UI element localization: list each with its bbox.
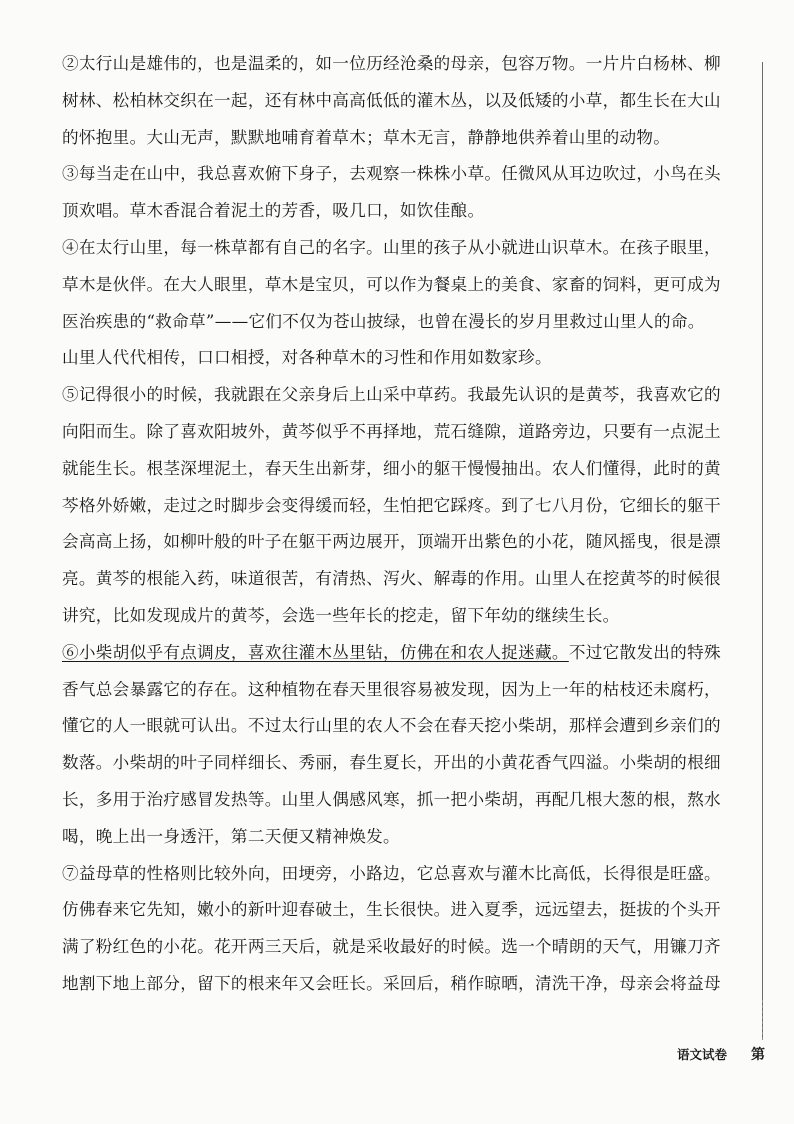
footer-page-label: 第 [751, 1047, 765, 1063]
text-line: ⑦益母草的性格则比较外向，田埂旁，小路边，它总喜欢与灌木比高低，长得很是旺盛。 [62, 863, 721, 883]
text-line: 喝，晚上出一身透汗，第二天便又精神焕发。 [62, 826, 400, 846]
text-line: 芩格外娇嫩，走过之时脚步会变得缓而轻，生怕把它踩疼。到了七八月份，它细长的躯干 [62, 495, 721, 515]
margin-rule [762, 62, 763, 1037]
text-line: 地割下地上部分，留下的根来年又会旺长。采回后，稍作晾晒，清洗干净，母亲会将益母 [62, 973, 721, 993]
margin-rule-dashed [762, 1000, 764, 1040]
text-line: 仿佛春来它先知，嫩小的新叶迎春破土，生长很快。进入夏季，远远望去，挺拔的个头开 [62, 900, 721, 920]
footer-subject: 语文试卷 [677, 1047, 728, 1062]
text-line: 懂它的人一眼就可认出。不过太行山里的农人不会在春天挖小柴胡，那样会遭到乡亲们的 [62, 716, 721, 736]
text-line: 山里人代代相传，口口相授，对各种草木的习性和作用如数家珍。 [62, 348, 552, 368]
text-line: 医治疾患的“救命草”——它们不仅为苍山披绿，也曾在漫长的岁月里救过山里人的命。 [62, 311, 705, 331]
text-span: 不过它散发出的特殊 [568, 642, 721, 662]
text-line: 数落。小柴胡的叶子同样细长、秀丽，春生夏长，开出的小黄花香气四溢。小柴胡的根细 [62, 753, 721, 773]
text-line: ④在太行山里，每一株草都有自己的名字。山里的孩子从小就进山识草木。在孩子眼里， [62, 237, 721, 257]
text-line: 讲究，比如发现成片的黄芩，会选一些年长的挖走，留下年幼的继续生长。 [62, 605, 620, 625]
passage [62, 46, 752, 1003]
text-line: 树林、松柏林交织在一起，还有林中高高低低的灌木丛，以及低矮的小草，都生长在大山 [62, 90, 721, 110]
underlined-sentence: ⑥小柴胡似乎有点调皮，喜欢往灌木丛里钻，仿佛在和农人捉迷藏。 [62, 642, 569, 662]
text-line: 亮。黄芩的根能入药，味道很苦，有清热、泻火、解毒的作用。山里人在挖黄芩的时候很 [62, 569, 721, 589]
text-line: 的怀抱里。大山无声，默默地哺育着草木；草木无言，静静地供养着山里的动物。 [62, 127, 671, 147]
text-line-underlined [62, 635, 752, 672]
text-line: 草木是伙伴。在大人眼里，草木是宝贝，可以作为餐桌上的美食、家畜的饲料，更可成为 [62, 274, 721, 294]
text-line: 会高高上扬，如柳叶般的叶子在躯干两边展开，顶端开出紫色的小花，随风摇曳，很是漂 [62, 532, 721, 552]
text-line: ⑤记得很小的时候，我就跟在父亲身后上山采中草药。我最先认识的是黄芩，我喜欢它的 [62, 385, 721, 405]
text-line: 长，多用于治疗感冒发热等。山里人偶感风寒，抓一把小柴胡，再配几根大葱的根，熬水 [62, 789, 721, 809]
text-line: 顶欢唱。草木香混合着泥土的芳香，吸几口，如饮佳酿。 [62, 201, 485, 221]
text-line: 向阳而生。除了喜欢阳坡外，黄芩似乎不再择地，荒石缝隙，道路旁边，只要有一点泥土 [62, 421, 721, 441]
text-line: 就能生长。根茎深埋泥土，春天生出新芽，细小的躯干慢慢抽出。农人们懂得，此时的黄 [62, 458, 721, 478]
text-line: ②太行山是雄伟的，也是温柔的，如一位历经沧桑的母亲，包容万物。一片片白杨林、柳 [62, 54, 721, 73]
text-line: 满了粉红色的小花。花开两三天后，就是采收最好的时候。选一个晴朗的天气，用镰刀齐 [62, 937, 721, 957]
text-line: 香气总会暴露它的存在。这种植物在春天里很容易被发现，因为上一年的枯枝还未腐朽， [62, 679, 721, 699]
text-line: ③每当走在山中，我总喜欢俯下身子，去观察一株株小草。任微风从耳边吹过，小鸟在头 [62, 164, 721, 184]
